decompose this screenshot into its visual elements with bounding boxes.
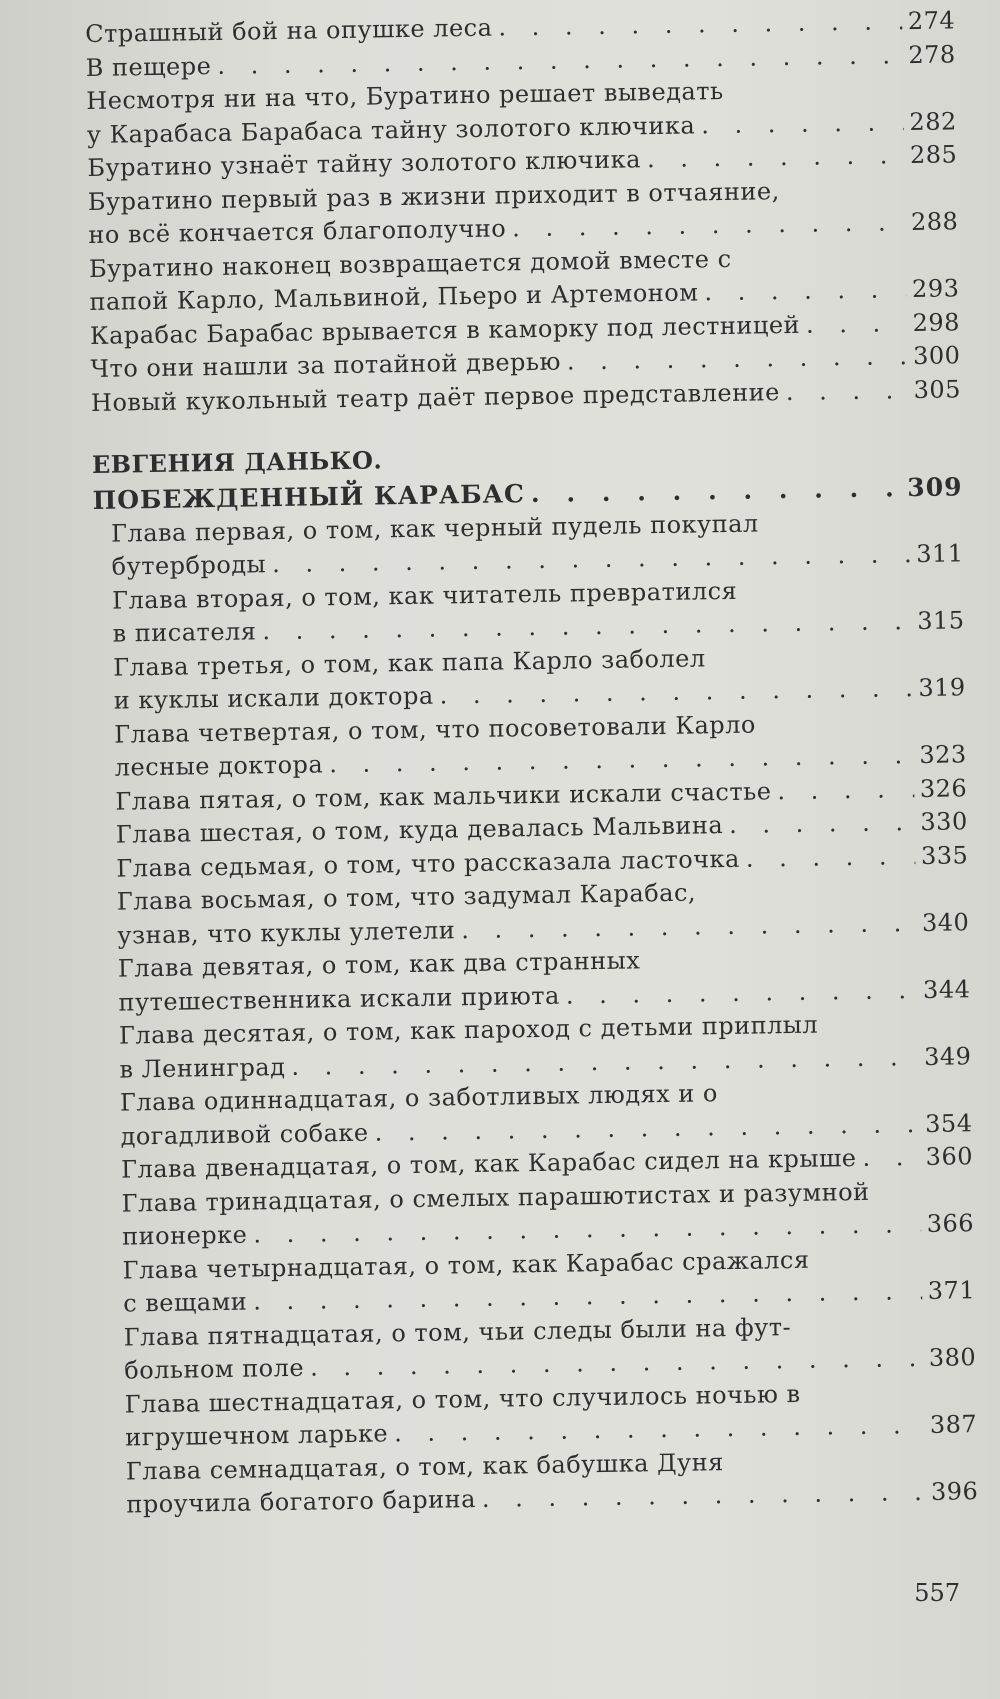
toc-page-number: 396: [930, 1477, 979, 1506]
toc-page-number: 274: [907, 6, 956, 36]
toc-entry-line: игрушечном ларьке: [125, 1419, 389, 1452]
toc-entry-line: Глава пятнадцатая, о том, чьи следы были на фут-: [123, 1312, 792, 1352]
toc-entry: [112, 571, 965, 651]
toc-page-number: 335: [920, 840, 969, 870]
leader-dots: [862, 1141, 920, 1175]
toc-page-number: 278: [908, 39, 956, 69]
toc-page-number: 354: [924, 1108, 973, 1138]
toc-entry-line: Глава шестая, о том, куда девалась Мальвина: [115, 811, 724, 849]
toc-entry-line: в писателя: [112, 617, 257, 648]
toc-entry-line: догадливой собаке: [120, 1118, 369, 1151]
toc-page-number: 282: [909, 106, 957, 136]
toc-entry: [88, 172, 959, 253]
toc-entry: [125, 1375, 978, 1455]
toc-entry-line: Глава первая, о том, как черный пудель покупал: [110, 508, 759, 548]
toc-page-number: 366: [926, 1209, 975, 1238]
toc-entry: [122, 1241, 975, 1321]
toc-page-number: 311: [915, 539, 964, 569]
toc-entry-line: Глава семнадцатая, о том, как бабушка Дуня: [125, 1447, 725, 1486]
toc-entry-line: Что они нашли за потайной дверью: [90, 347, 562, 383]
folio-page-number: 557: [914, 1579, 960, 1607]
toc-entry-line: Глава четвертая, о том, что посоветовали Карло: [114, 710, 757, 749]
toc-entry-line: узнав, что куклы улетели: [117, 915, 456, 950]
table-of-contents: [85, 4, 979, 1522]
toc-page-number: 349: [923, 1041, 972, 1071]
toc-entry-line: Глава девятая, о том, как два странных: [117, 946, 641, 983]
toc-entry-line: Глава шестнадцатая, о том, что случилось ночью в: [124, 1379, 801, 1419]
toc-entry-line: Глава четырнадцатая, о том, как Карабас сражался: [122, 1245, 810, 1285]
leader-dots: [704, 273, 906, 310]
toc-page-number: 344: [922, 974, 971, 1004]
toc-entry-line: Несмотря ни на что, Буратино решает выведать: [86, 76, 724, 115]
leader-dots: [729, 806, 915, 842]
toc-page-number: 371: [927, 1276, 976, 1305]
toc-entry-line: пионерке: [121, 1220, 248, 1251]
toc-page-number: 340: [921, 907, 970, 937]
leader-dots: [701, 106, 904, 143]
toc-entry-line: В пещере: [85, 51, 212, 82]
toc-entry-line: но всё кончается благополучно: [88, 214, 507, 249]
toc-entry-line: и куклы искали доктора: [113, 681, 434, 715]
leader-dots: [512, 206, 905, 246]
toc-entry-line: лесные доктора: [114, 750, 324, 782]
toc-section-chapters: [93, 504, 979, 1523]
toc-page-number: 315: [917, 606, 965, 636]
toc-entry-line: бутерброды: [111, 550, 267, 581]
work-title: ПОБЕЖДЕННЫЙ КАРАБАС: [92, 479, 526, 515]
toc-page-number: 298: [912, 307, 961, 337]
toc-entry-line: Глава тринадцатая, о смелых парашютистах и разумной: [121, 1177, 870, 1218]
toc-entry-line: Глава пятая, о том, как мальчики искали счастье: [115, 776, 772, 816]
toc-entry-line: Глава третья, о том, как папа Карло заболел: [112, 643, 706, 682]
leader-dots: [647, 139, 905, 177]
toc-entry-line: в Ленинград: [119, 1052, 286, 1084]
toc-entry-line: Карабас Барабас врывается в каморку под лестницей: [89, 310, 801, 350]
toc-entry-line: Глава десятая, о том, как пароход с детьми приплыл: [118, 1010, 819, 1050]
toc-page-number: 285: [909, 140, 958, 170]
toc-page-number: 380: [928, 1343, 977, 1372]
toc-entry-line: проучила богатого барина: [126, 1485, 477, 1519]
toc-entry: [121, 1174, 974, 1254]
toc-entry-line: больном поле: [124, 1353, 305, 1385]
toc-entry: [119, 1006, 972, 1086]
toc-entry-line: у Карабаса Барабаса тайну золотого ключика: [86, 110, 696, 149]
toc-entry-line: Глава седьмая, о том, что рассказала ласточка: [116, 844, 741, 883]
toc-page-number: 288: [910, 207, 959, 237]
author-heading: ЕВГЕНИЯ ДАНЬКО.: [91, 445, 383, 479]
toc-entry: [126, 1442, 979, 1522]
toc-entry-line: Глава вторая, о том, как читатель превратился: [111, 576, 738, 615]
toc-page-number: 300: [912, 341, 961, 371]
toc-entry: [113, 638, 966, 718]
leader-dots: [567, 340, 908, 379]
leader-dots: [786, 374, 908, 409]
toc-entry-line: путешественника искали приюта: [118, 981, 561, 1017]
toc-page-number: 293: [911, 274, 960, 304]
toc-entry-line: Глава одиннадцатая, о заботливых людях и о: [119, 1079, 719, 1117]
toc-entry-line: с вещами: [122, 1287, 248, 1318]
toc-entry-line: папой Карло, Мальвиной, Пьеро и Артемоном: [89, 278, 699, 316]
toc-page-number: 387: [929, 1410, 978, 1439]
toc-entry-line: Новый кукольный театр даёт первое представление: [90, 377, 781, 417]
toc-entry-line: Глава двенадцатая, о том, как Карабас сидел на крыше: [120, 1144, 857, 1184]
leader-dots: [482, 1476, 926, 1516]
toc-entry: [117, 872, 970, 952]
leader-dots: [566, 974, 918, 1013]
leader-dots: [531, 471, 902, 510]
toc-page-number: 323: [919, 740, 967, 769]
toc-page-number: 360: [925, 1142, 974, 1171]
toc-entry: [123, 1308, 976, 1388]
work-page-number: 309: [907, 472, 963, 503]
leader-dots: [777, 773, 914, 809]
toc-page-number: 330: [920, 807, 968, 836]
toc-entry-line: Буратино узнаёт тайну золотого ключика: [87, 145, 642, 182]
toc-entry: [118, 939, 971, 1019]
toc-section-first: [85, 4, 961, 420]
toc-entry-line: Буратино наконец возвращается домой вместе с: [88, 244, 732, 283]
toc-page-number: 326: [919, 773, 968, 803]
toc-entry-line: Страшный бой на опушке леса: [85, 13, 493, 48]
toc-entry-line: Буратино первый раз в жизни приходит в отчаяние,: [87, 176, 780, 216]
leader-dots: [806, 307, 907, 342]
toc-entry: [111, 504, 964, 584]
toc-page-number: 319: [918, 673, 966, 702]
leader-dots: [746, 840, 916, 876]
toc-page-number: 305: [913, 374, 962, 404]
leader-dots: [461, 907, 916, 948]
toc-entry-line: Глава восьмая, о том, что задумал Карабас,: [116, 878, 697, 916]
